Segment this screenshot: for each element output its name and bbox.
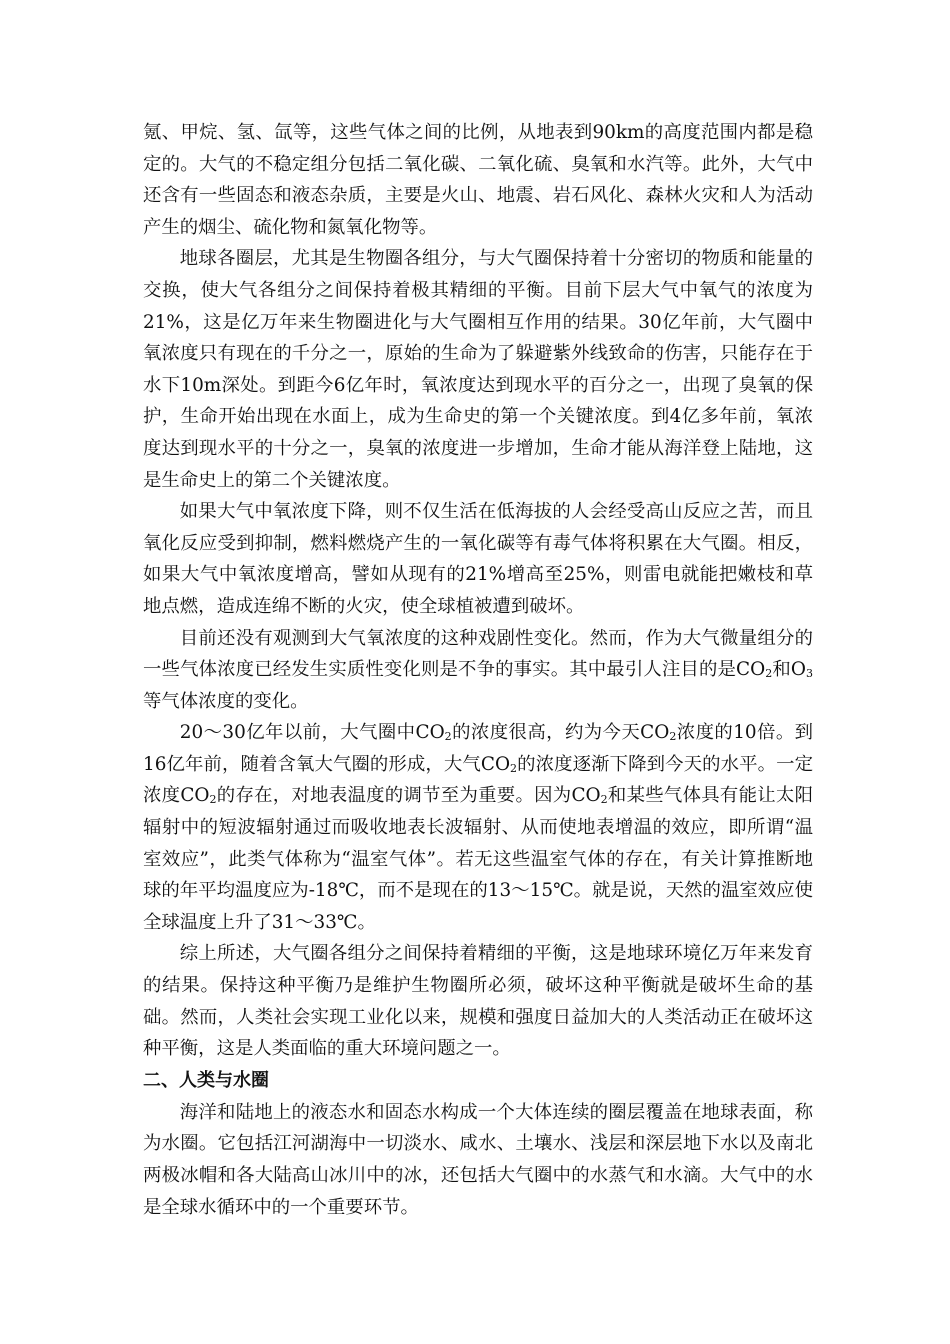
paragraph-oxygen-balance: 地球各圈层，尤其是生物圈各组分，与大气圈保持着十分密切的物质和能量的交换，使大气各组分之间保持着极其精细的平衡。目前下层大气中氧气的浓度为21%，这是亿万年来生物圈进化与大气圈相互作用的结果。30亿年前，大气圈中氧浓度只有现在的千分之一，原始的生命为了躲避紫外线致命的伤害，只能存在于水下10m深处。到距今6亿年时，氧浓度达到现水平的百分之一，出现了臭氧的保护，生命开始出现在水面上，成为生命史的第一个关键浓度。到4亿多年前，氧浓度达到现水平的十分之一，臭氧的浓度进一步增加，生命才能从海洋登上陆地，这是生命史上的第二个关键浓度。 — [143, 248, 813, 491]
paragraph-summary: 综上所述，大气圈各组分之间保持着精细的平衡，这是地球环境亿万年来发育的结果。保持这种平衡乃是维护生物圈所必须，破坏这种平衡就是破坏生命的基础。然而，人类社会实现工业化以来，规模和强度日益加大的人类活动正在破坏这种平衡，这是人类面临的重大环境问题之一。 — [143, 943, 813, 1060]
section-heading: 二、人类与水圈 — [143, 1069, 269, 1091]
document-page — [143, 117, 813, 1223]
paragraph-trace-gases: 目前还没有观测到大气氧浓度的这种戏剧性变化。然而，作为大气微量组分的一些气体浓度已经发生实质性变化则是不争的事实。其中最引人注目的是$CO_2$和$O_3$等气体浓度的变化。 — [143, 627, 814, 712]
paragraph-hydrosphere: 海洋和陆地上的液态水和固态水构成一个大体连续的圈层覆盖在地球表面，称为水圈。它包括江河湖海中一切淡水、咸水、土壤水、浅层和深层地下水以及南北两极冰帽和各大陆高山冰川中的冰，还包括大气圈中的水蒸气和水滴。大气中的水是全球水循环中的一个重要环节。 — [143, 1101, 813, 1218]
paragraph-atmosphere-composition: 氪、甲烷、氢、氙等，这些气体之间的比例，从地表到90km的高度范围内都是稳定的。大气的不稳定组分包括二氧化碳、二氧化硫、臭氧和水汽等。此外，大气中还含有一些固态和液态杂质，主要是火山、地震、岩石风化、森林火灾和人为活动产生的烟尘、硫化物和氮氧化物等。 — [143, 122, 813, 238]
paragraph-greenhouse-effect: 20～30亿年以前，大气圈中$CO_2$的浓度很高，约为今天$CO_2$浓度的10倍。到16亿年前，随着含氧大气圈的形成，大气$CO_2$的浓度逐渐下降到今天的水平。一定浓度$CO_2$的存在，对地表温度的调节至为重要。因为$CO_2$和某些气体具有能让太阳辐射中的短波辐射通过而吸收地表长波辐射、从而使地表增温的效应，即所谓“温室效应”，此类气体称为“温室气体”。若无这些温室气体的存在，有关计算推断地球的年平均温度应为-18℃，而不是现在的13～15℃。就是说，天然的温室效应使全球温度上升了31～33℃。 — [143, 722, 814, 933]
paragraph-oxygen-change: 如果大气中氧浓度下降，则不仅生活在低海拔的人会经受高山反应之苦，而且氧化反应受到抑制，燃料燃烧产生的一氧化碳等有毒气体将积累在大气圈。相反，如果大气中氧浓度增高，譬如从现有的21%增高至25%，则雷电就能把嫩枝和草地点燃，造成连绵不断的火灾，使全球植被遭到破坏。 — [143, 501, 813, 617]
